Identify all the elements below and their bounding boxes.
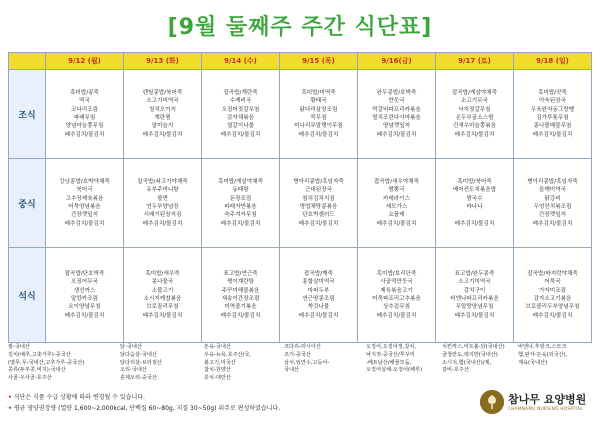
menu-cell-lunch-mon	[46, 159, 124, 248]
menu-item: 배추김치/물김치	[532, 131, 573, 138]
menu-item: 배추김치/물김치	[376, 131, 417, 138]
menu-item: 유부주머니탕	[146, 187, 179, 194]
menu-item: 병아리콩밥/흑임자죽	[293, 178, 344, 185]
menu-item: 갈치구이	[463, 287, 486, 294]
menu-item: 멸치조린다시마볶음	[372, 115, 421, 121]
menu-item: 생선까스	[73, 287, 96, 294]
tree-logo-icon	[480, 390, 504, 414]
menu-item: 오이양념무침	[68, 304, 101, 311]
origin-line: 코다리-러시아산	[284, 344, 321, 350]
menu-item: 우엉잔치볶조림	[533, 204, 572, 210]
origin-line: 굴청란도,돼지반(국내산)	[442, 351, 498, 358]
menu-item: 배추김치/물김치	[64, 220, 105, 227]
origin-line: 훈제오리-중국산	[120, 375, 157, 382]
menu-item: 짬뽕국	[388, 187, 405, 194]
menu-item: 말캉카조림	[70, 296, 99, 302]
menu-item: 표고밥/완두콩죽	[454, 270, 495, 277]
menu-item: 근대된장국	[304, 187, 333, 194]
menu-item: 떡국	[79, 98, 90, 105]
menu-item: 표고밥/연근죽	[223, 270, 258, 277]
origin-column	[204, 344, 251, 383]
menu-item: 쩡이계란탕	[226, 279, 255, 286]
origin-line: (열무,무-국내산,고추가루-중국산)	[8, 359, 85, 366]
menu-item: 시래기된장지짐	[143, 212, 182, 219]
menu-cell-dinner-sat	[436, 248, 514, 343]
origin-column	[120, 344, 162, 383]
menu-item: 감자채볶음	[226, 115, 255, 121]
menu-item: 어묵양념볶음	[68, 204, 101, 210]
menu-item: 감자소고기볶음	[533, 296, 572, 302]
origin-line: -베트남산/해물모둠,	[366, 359, 412, 366]
page-header	[0, 0, 600, 50]
origin-line: 닭다슴살-국내산	[120, 351, 157, 358]
menu-cell-dinner-fri	[358, 248, 436, 343]
meal-row-lunch	[9, 159, 592, 248]
menu-item: 카레라이스	[382, 195, 411, 202]
origin-line: 닭-국내산	[120, 344, 142, 350]
menu-item: 콩나물국	[151, 279, 174, 286]
menu-item: 아욱된장국	[538, 98, 567, 105]
menu-item: 배추김치/물김치	[142, 131, 183, 138]
menu-item: 렌틸콩밥/북어죽	[142, 89, 183, 96]
menu-item: 미역줄기볶음	[224, 304, 257, 311]
menu-item: 명엽채땅콩볶음	[299, 204, 338, 210]
menu-item: 흑미밥/보리단죽	[376, 270, 417, 277]
menu-item: 미나리무말랭이무침	[294, 123, 343, 130]
menu-item: 열갈이나물	[226, 123, 255, 130]
menu-item: 배추김치/물김치	[532, 220, 573, 227]
menu-item: 배추김치/물김치	[454, 131, 495, 138]
menu-item: 흑미밥/콩죽	[70, 89, 99, 96]
origin-line: 콩류(두부콩,비지)-국내산	[8, 367, 66, 374]
corner-cell	[9, 53, 46, 70]
day-header-fri: 9/16(금)	[358, 53, 436, 70]
day-header-row	[9, 53, 592, 70]
menu-item: 파래자반볶음	[224, 204, 257, 210]
menu-item: 김가루톳무침	[536, 115, 569, 121]
origin-column	[366, 344, 422, 375]
menu-item: 수제비국	[229, 98, 252, 105]
origin-line: 햄,완자-돈육(외국산),	[518, 351, 568, 358]
day-header-sat: 9/17 (토)	[436, 53, 514, 70]
origin-line: 꽁치-대만산	[204, 375, 231, 382]
menu-item: 고추장제육볶음	[65, 195, 104, 202]
menu-item: 잡곡밥/계란죽	[223, 89, 258, 96]
meal-label-breakfast: 조식	[9, 70, 46, 159]
note-text-1: 식단은 식품 수급 상황에 따라 변경될 수 있습니다.	[13, 394, 145, 401]
menu-item: 들깨미역국	[538, 187, 567, 194]
origin-line: 삼치,임연수,고등어-	[284, 359, 330, 366]
origin-line: 불고기,미국산	[204, 359, 236, 366]
menu-item: 가자미조림	[538, 287, 567, 294]
menu-item: 떡갈비파프리카볶음	[372, 106, 421, 113]
menu-cell-lunch-fri	[358, 159, 436, 248]
menu-item: 배추김치/물김치	[532, 312, 573, 319]
origin-column	[442, 344, 505, 375]
menu-item: 배추김치/물김치	[376, 312, 417, 319]
note-line-2: • 평균 영양권장량 (열량 1,600~2,000kcal, 단백질 60~80g, 지질 30~50g) 위주로 편성하였습니다.	[8, 405, 281, 412]
menu-item: 계란찜	[154, 115, 171, 121]
menu-item: 사골떡만둣국	[380, 279, 413, 286]
menu-cell-dinner-sun	[514, 248, 592, 343]
menu-item: 흑미밥/새우죽	[145, 270, 180, 277]
menu-item: 짬국수	[466, 195, 483, 202]
menu-item: 우육완자동그랑땡	[530, 106, 575, 113]
menu-item: 오징어무국	[70, 279, 99, 286]
origin-line: 계육(국내산)	[518, 359, 548, 366]
menu-item: 배추김치/물김치	[454, 312, 495, 319]
origin-line: 소시지,햄(국내산)/제,	[442, 359, 492, 366]
menu-item: 흑미밥/미역죽	[301, 89, 336, 96]
menu-cell-breakfast-thu	[280, 70, 358, 159]
menu-item: 청치오이지	[148, 106, 177, 113]
day-header-thu: 9/15 (목)	[280, 53, 358, 70]
menu-item: 배추김치/물김치	[142, 312, 183, 319]
menu-item: 건새우마늘쫑볶음	[452, 123, 497, 130]
menu-cell-dinner-tue	[124, 248, 202, 343]
menu-item: 마파두부	[307, 287, 330, 294]
menu-item: 배추김치/물김치	[64, 312, 105, 319]
menu-item: 배추김치/물김치	[142, 220, 183, 227]
menu-item: 소고기미역국	[146, 98, 179, 105]
origin-column	[284, 344, 329, 375]
menu-item: 흑미밥/게살야채죽	[217, 178, 264, 185]
menu-item: 낙지젓갈무침	[458, 106, 491, 113]
menu-item: 잡곡밥/게살야채죽	[451, 89, 498, 96]
menu-item: 상추겉무침	[382, 304, 411, 311]
menu-item: 완두콩밥/호박죽	[376, 89, 417, 96]
menu-item: 브로콜리두부양념무침	[525, 304, 580, 311]
origin-line: 오징어실채-오징어(페루)	[366, 367, 423, 374]
menu-item: 북어국	[76, 187, 93, 194]
menu-item: 만둣국	[388, 98, 405, 105]
menu-item: 참치김치지짐	[302, 195, 335, 202]
origin-line: 국내산	[284, 367, 300, 374]
menu-cell-breakfast-mon	[46, 70, 124, 159]
menu-item: 돈장조림	[229, 195, 252, 202]
menu-item: 온두부굴소스찜	[455, 115, 494, 121]
meal-row-dinner	[9, 248, 592, 343]
menu-item: 닭강비	[544, 195, 561, 202]
origin-line: 치킨까스,미트볼-닭(국내산)	[442, 344, 505, 350]
menu-item: 소고기무국	[460, 98, 489, 105]
origin-line: 낙지젓-중국산/쭈꾸미	[366, 351, 415, 358]
menu-cell-breakfast-sat	[436, 70, 514, 159]
menu-cell-lunch-sat	[436, 159, 514, 248]
origin-column	[518, 344, 567, 367]
hospital-name: 참나무 요양병원	[508, 393, 587, 406]
day-header-wed: 9/14 (수)	[202, 53, 280, 70]
hospital-subtitle: CHAMNAMU NURSING HOSPITAL	[508, 406, 584, 411]
menu-cell-lunch-thu	[280, 159, 358, 248]
day-header-sun: 9/18 (일)	[514, 53, 592, 70]
menu-item: 소시지케찹볶음	[143, 296, 182, 302]
menu-cell-breakfast-sun	[514, 70, 592, 159]
menu-item: 간장깻잎지	[538, 212, 567, 219]
menu-cell-breakfast-tue	[124, 70, 202, 159]
menu-item: 홍합살미역국	[302, 279, 335, 286]
origin-line: 조기-중국산	[284, 351, 311, 358]
menu-item: 황태국	[310, 98, 327, 105]
page-title: [9월 둘째주 주간 식단표]	[167, 15, 433, 40]
menu-item: 바나나	[466, 204, 483, 210]
menu-item: 제육볶음고기	[380, 287, 413, 294]
origin-line: 사골-우사골-호주산	[8, 375, 52, 382]
menu-item: 양념깻잎지	[382, 123, 411, 130]
menu-item: 배추김치/물김치	[298, 220, 339, 227]
origin-line: 닭다리살-브라질산	[120, 359, 162, 366]
menu-item: 배추김치/물김치	[64, 131, 105, 138]
menu-item: 파래무침	[73, 115, 96, 121]
menu-item: 세모가스	[385, 204, 408, 210]
origin-line: 쌀-국내산	[8, 344, 30, 350]
origin-line: 오징어,오징어정,갈치,	[366, 344, 417, 350]
menu-cell-dinner-wed	[202, 248, 280, 343]
menu-cell-lunch-sun	[514, 159, 592, 248]
menu-cell-lunch-tue	[124, 159, 202, 248]
origin-line: 우육-뉴욕,호주산/국,	[204, 351, 252, 358]
origin-line: 김치(배추,고춧가루)-중국산	[8, 351, 71, 358]
menu-item: 잡곡밥/바지락야채죽	[527, 270, 578, 277]
hospital-logo	[480, 388, 596, 420]
menu-item: 요플레	[388, 212, 405, 219]
menu-item: 흑미밥/북어죽	[457, 178, 492, 185]
menu-item: 단호박샐러드	[302, 212, 335, 219]
menu-item: 흑미밥/잣죽	[538, 89, 567, 96]
menu-item: 연두부양념장	[146, 204, 179, 210]
menu-item: 배추김치/물김치	[376, 220, 417, 227]
menu-item: 브로꼴리무침	[146, 304, 179, 311]
menu-cell-lunch-wed	[202, 159, 280, 248]
menu-item	[436, 211, 513, 219]
menu-item: 배추김치/물김치	[220, 131, 261, 138]
origin-column	[8, 344, 84, 383]
menu-item: 볼면	[157, 195, 168, 202]
menu-item: 쑥갓나물	[307, 304, 330, 311]
meal-label-lunch: 중식	[9, 159, 46, 248]
menu-item: 배추김치/물김치	[220, 312, 261, 319]
menu-item: 어묵국	[544, 279, 561, 286]
menu-item: 주꾸미해물볶음	[221, 287, 260, 294]
meal-label-dinner: 석식	[9, 248, 46, 343]
menu-cell-breakfast-wed	[202, 70, 280, 159]
menu-item: 병아리콩밥/흑임자죽	[527, 178, 578, 185]
menu-item: 배추김치/물김치	[298, 312, 339, 319]
menu-item: 닭다리살장조림	[299, 106, 338, 113]
origin-line: 비엔나,후랑크,스모크	[518, 344, 567, 350]
menu-item: 강낭콩밥/호박야채죽	[59, 178, 110, 185]
menu-item: 배추김치/물김치	[220, 220, 261, 227]
menu-item: 잡곡밥/새우야채죽	[373, 178, 420, 185]
menu-item: 양념마늘쫑무침	[65, 123, 104, 130]
menu-item: 잡곡밥/단호박죽	[64, 270, 105, 277]
menu-item: 코다리조림	[70, 106, 99, 113]
menu-item: 간장깻잎지	[70, 212, 99, 219]
ingredient-origin-section	[8, 342, 592, 388]
menu-item: 소고기미역국	[458, 279, 491, 286]
menu-item: 새송이간장조림	[221, 296, 260, 302]
day-header-tue: 9/13 (화)	[124, 53, 202, 70]
menu-item: 무말랑양념무침	[455, 304, 494, 311]
menu-item: 잡곡밥/쇠고기야채죽	[137, 178, 188, 185]
weekly-menu-table	[8, 52, 592, 343]
menu-item: 묵무침	[310, 115, 327, 121]
menu-item: 오징어젓갈무침	[221, 106, 260, 113]
note-line-1: • 식단은 식품 수급 상황에 따라 변경될 수 있습니다.	[8, 394, 145, 401]
menu-item: 배추김치/물김치	[454, 220, 495, 227]
menu-item: 동태탕	[232, 187, 249, 194]
menu-item: 잡곡밥/깨죽	[304, 270, 333, 277]
menu-item: 어묵파프리고추볶음	[372, 296, 421, 302]
menu-item: 배추김치/물김치	[298, 131, 339, 138]
menu-item: 숙주겨자무침	[224, 212, 257, 219]
menu-cell-dinner-thu	[280, 248, 358, 343]
origin-line: 돈육-국내산	[204, 344, 231, 350]
footer-notes	[8, 392, 280, 414]
note-text-2: 평균 영양권장량 (열량 1,600~2,000kcal, 단백질 60~80g, 지질 30~50g) 위주로 편성하였습니다.	[13, 405, 281, 412]
menu-item: 연근땅콩조림	[302, 296, 335, 302]
meal-row-breakfast	[9, 70, 592, 159]
menu-item: 베어컨도치볶음밥	[452, 187, 497, 194]
menu-cell-breakfast-fri	[358, 70, 436, 159]
origin-line: 참치-원양산	[204, 367, 231, 374]
menu-item: 소불고기	[151, 287, 174, 294]
menu-item: 알마늘지	[151, 123, 174, 130]
day-header-mon: 9/12 (월)	[46, 53, 124, 70]
origin-line: 갈비-호주산	[442, 367, 469, 374]
origin-line: 오리-국내산	[120, 367, 147, 374]
menu-cell-dinner-mon	[46, 248, 124, 343]
menu-item: 비엔나파프리카볶음	[450, 296, 499, 302]
menu-item: 콩나물메물무침	[533, 123, 572, 130]
